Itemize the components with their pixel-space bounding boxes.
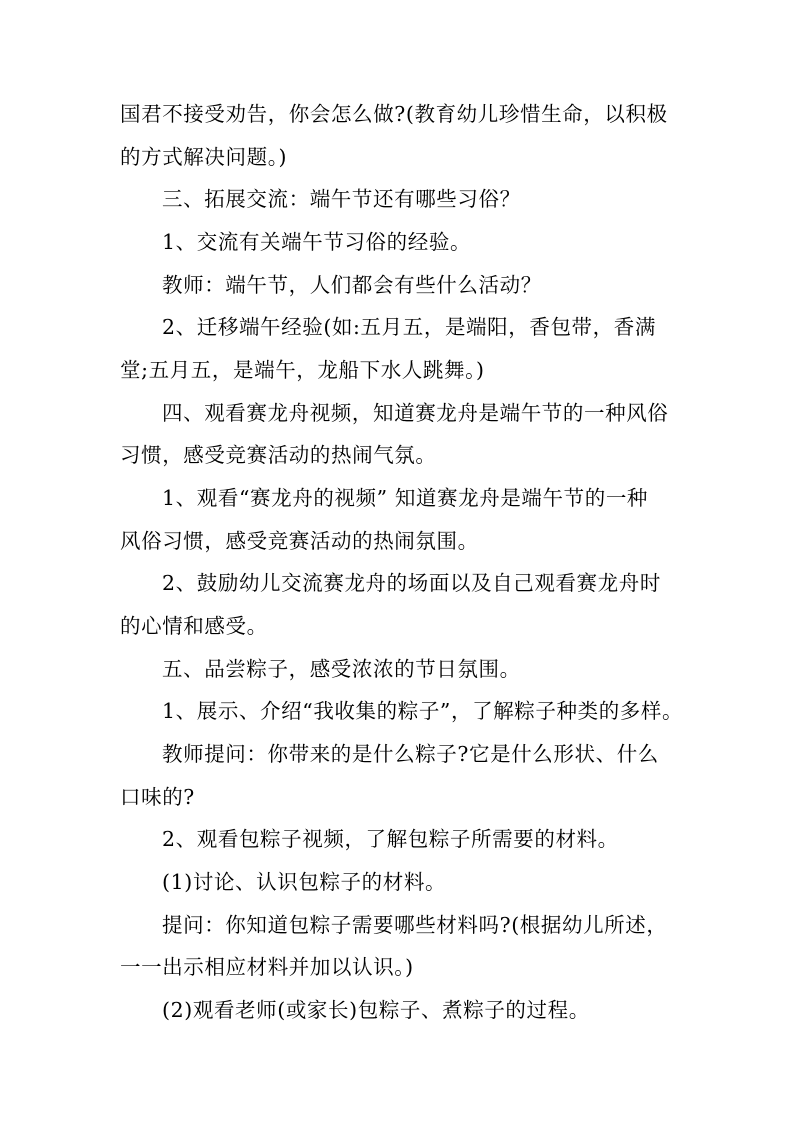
text-line-15: 1、展示、介绍“我收集的粽子”，了解粽子种类的多样。	[162, 699, 684, 723]
text-line-2: 的方式解决问题。)	[120, 145, 288, 169]
section-heading-4: 四、观看赛龙舟视频，知道赛龙舟是端午节的一种风俗	[162, 401, 669, 425]
text-line-16: 教师提问：你带来的是什么粽子?它是什么形状、什么	[162, 742, 659, 766]
text-line-10: 1、观看“赛龙舟的视频” 知道赛龙舟是端午节的一种	[162, 486, 649, 510]
text-line-20: 提问：你知道包粽子需要哪些材料吗?(根据幼儿所述，	[162, 913, 668, 937]
text-line-17: 口味的?	[120, 785, 195, 809]
text-line-18: 2、观看包粽子视频，了解包粽子所需要的材料。	[162, 827, 619, 851]
text-line-21: 一一出示相应材料并加以认识。)	[120, 955, 414, 979]
text-line-22: (2)观看老师(或家长)包粽子、煮粽子的过程。	[162, 998, 590, 1022]
text-line-4: 1、交流有关端午节习俗的经验。	[162, 230, 472, 254]
text-line-5: 教师：端午节，人们都会有些什么活动？	[162, 273, 542, 297]
text-line-11: 风俗习惯，感受竞赛活动的热闹氛围。	[120, 529, 479, 553]
text-line-7: 堂;五月五，是端午，龙船下水人跳舞。)	[120, 358, 485, 382]
text-line-9: 习惯，感受竞赛活动的热闹气氛。	[120, 443, 437, 467]
text-line-19: (1)讨论、认识包粽子的材料。	[162, 870, 447, 894]
text-line-6: 2、迁移端午经验(如:五月五，是端阳，香包带，香满	[162, 315, 656, 339]
section-heading-3: 三、拓展交流：端午节还有哪些习俗？	[162, 187, 521, 211]
text-line-1: 国君不接受劝告，你会怎么做?(教育幼儿珍惜生命，以积极	[120, 102, 668, 126]
text-line-12: 2、鼓励幼儿交流赛龙舟的场面以及自己观看赛龙舟时	[162, 571, 661, 595]
section-heading-5: 五、品尝粽子，感受浓浓的节日氛围。	[162, 657, 521, 681]
text-line-13: 的心情和感受。	[120, 614, 268, 638]
